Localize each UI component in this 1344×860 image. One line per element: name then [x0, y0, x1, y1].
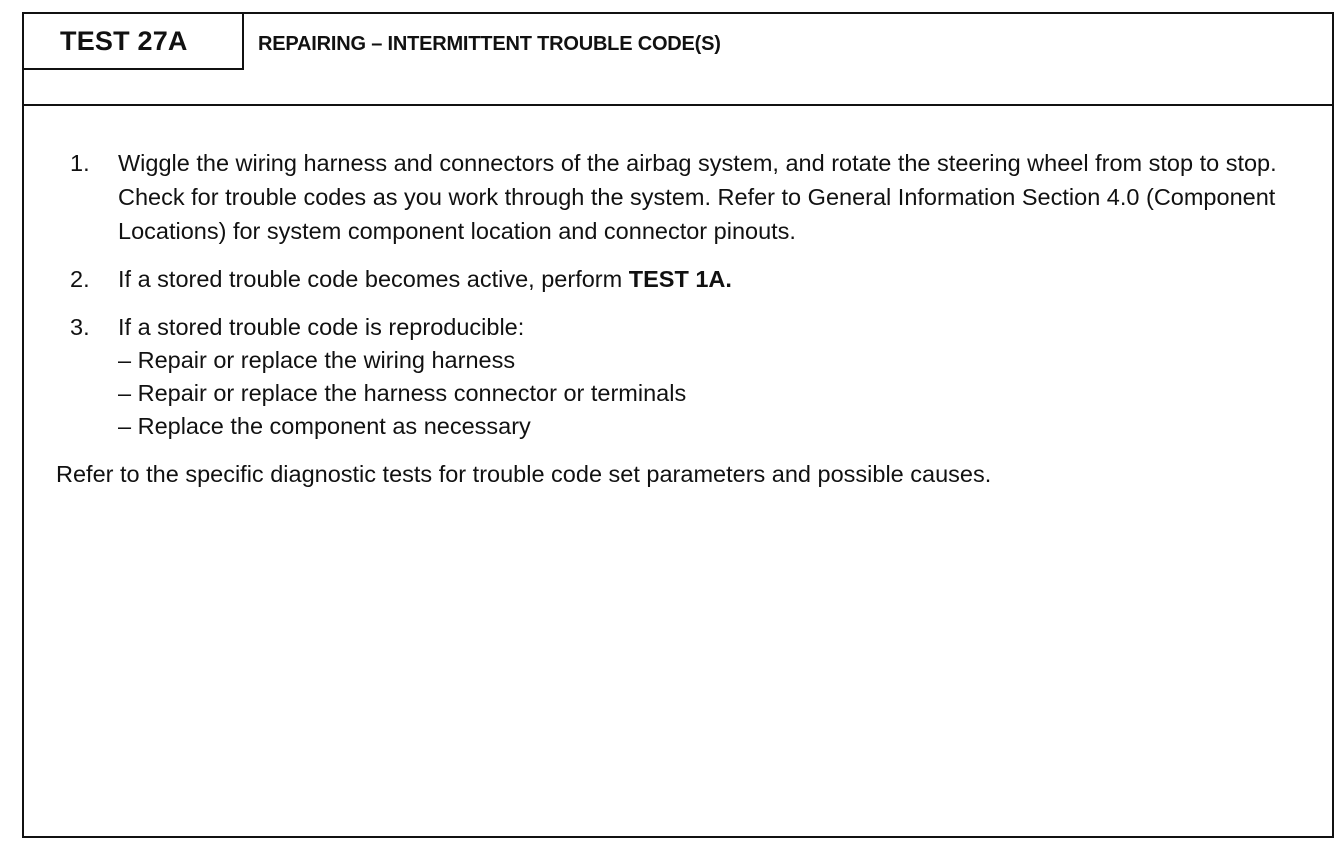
- sub-item: – Replace the component as necessary: [118, 413, 531, 439]
- step-1: [24, 146, 1332, 248]
- step-number: 1.: [70, 150, 90, 176]
- closing-note: Refer to the specific diagnostic tests for trouble code set parameters and possible causes.: [56, 461, 992, 487]
- step-text: [118, 262, 1310, 296]
- test-procedure-frame: [22, 12, 1334, 838]
- step-3: [24, 310, 1332, 443]
- sub-item: – Repair or replace the wiring harness: [118, 347, 516, 373]
- step-text: Wiggle the wiring harness and connectors of the airbag system, and rotate the steering wheel from stop to stop. Check for trouble codes as you work through the system. Refer to General Information Section 4.0 (Component Locations) for system component location and connector pinouts.: [118, 150, 1277, 244]
- step-text-prefix: If a stored trouble code becomes active, perform: [118, 266, 629, 292]
- test-number-label: TEST 27A: [24, 14, 244, 70]
- procedure-content: [24, 146, 1332, 491]
- step-number: 2.: [70, 266, 90, 292]
- test-header: [24, 14, 1332, 106]
- test-reference: TEST 1A.: [628, 266, 732, 292]
- step-number: 3.: [70, 314, 90, 340]
- test-title: REPAIRING – INTERMITTENT TROUBLE CODE(S): [258, 33, 721, 55]
- sub-item: – Repair or replace the harness connector or terminals: [118, 380, 687, 406]
- step-2: [24, 262, 1332, 296]
- step-text: If a stored trouble code is reproducible:: [118, 314, 525, 340]
